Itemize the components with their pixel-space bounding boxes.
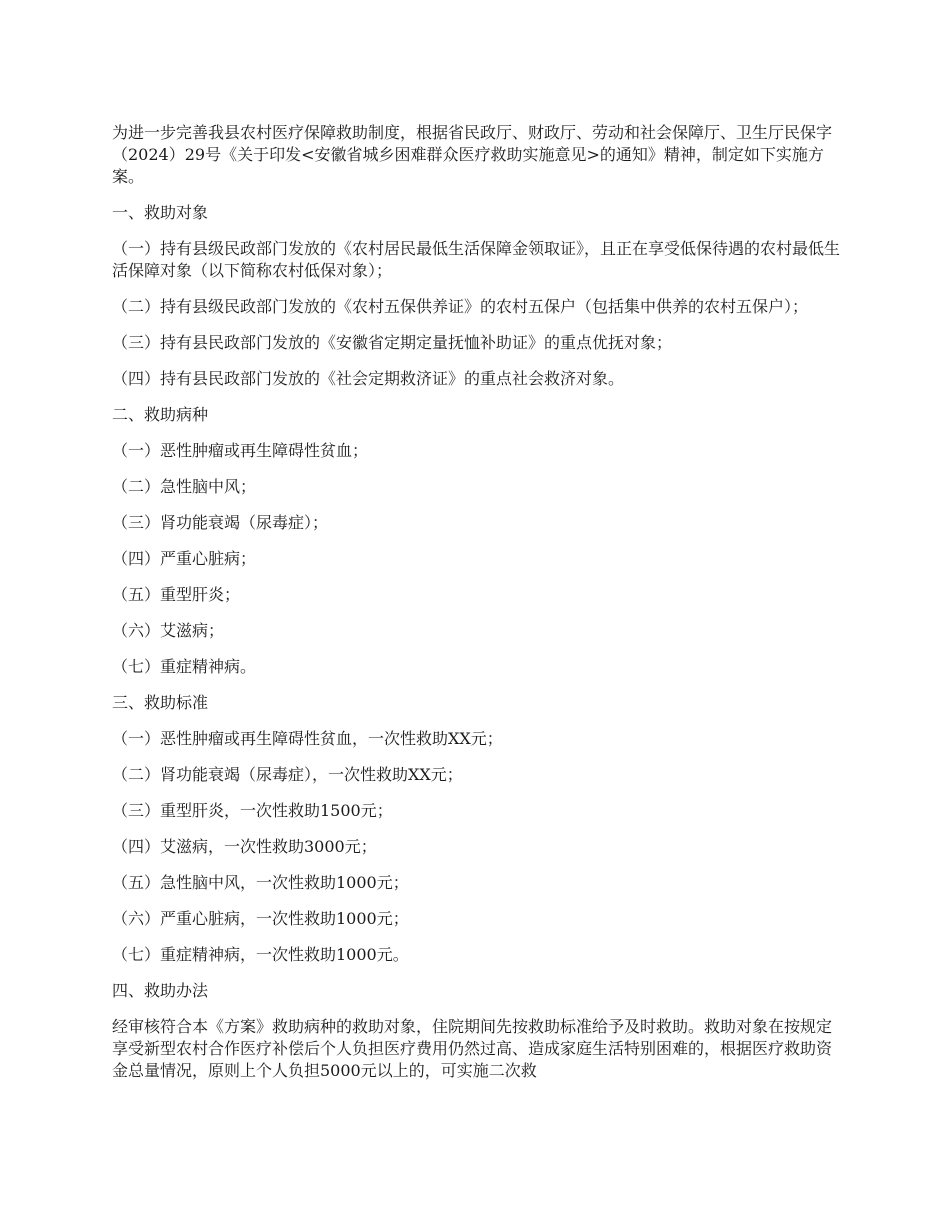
intro-paragraph: 为进一步完善我县农村医疗保障救助制度，根据省民政厅、财政厅、劳动和社会保障厅、卫生厅民保字（2024）29号《关于印发<安徽省城乡困难群众医疗救助实施意见>的通知》精神，制定如下实施方案。 — [112, 123, 833, 186]
list-item: （三）持有县民政部门发放的《安徽省定期定量抚恤补助证》的重点优抚对象； — [112, 333, 673, 352]
list-item: （二）肾功能衰竭（尿毒症），一次性救助XX元； — [112, 765, 463, 784]
list-item: （六）艾滋病； — [112, 621, 225, 640]
list-item: （四）持有县民政部门发放的《社会定期救济证》的重点社会救济对象。 — [112, 369, 625, 388]
list-item: （一）持有县级民政部门发放的《农村居民最低生活保障金领取证》，且正在享受低保待遇的农村最低生活保障对象（以下简称农村低保对象）； — [112, 239, 841, 280]
methods-paragraph: 经审核符合本《方案》救助病种的救助对象，住院期间先按救助标准给予及时救助。救助对象在按规定享受新型农村合作医疗补偿后个人负担医疗费用仍然过高、造成家庭生活特别困难的，根据医疗救助资金总量情况，原则上个人负担5000元以上的，可实施二次救 — [112, 1017, 833, 1080]
list-item: （四）艾滋病，一次性救助3000元； — [112, 837, 377, 856]
list-item: （四）严重心脏病； — [112, 549, 257, 568]
section-heading-diseases: 二、救助病种 — [112, 405, 209, 424]
list-item: （二）持有县级民政部门发放的《农村五保供养证》的农村五保户（包括集中供养的农村五保户）； — [112, 297, 809, 316]
document-body — [112, 122, 840, 1096]
section-heading-recipients: 一、救助对象 — [112, 203, 209, 222]
list-item: （一）恶性肿瘤或再生障碍性贫血； — [112, 441, 369, 460]
section-heading-methods: 四、救助办法 — [112, 981, 209, 1000]
list-item: （三）肾功能衰竭（尿毒症）； — [112, 513, 329, 532]
list-item: （六）严重心脏病，一次性救助1000元； — [112, 909, 409, 928]
list-item: （五）重型肝炎； — [112, 585, 241, 604]
list-item: （七）重症精神病。 — [112, 657, 257, 676]
section-heading-standards: 三、救助标准 — [112, 693, 209, 712]
list-item: （三）重型肝炎，一次性救助1500元； — [112, 801, 393, 820]
list-item: （七）重症精神病，一次性救助1000元。 — [112, 945, 409, 964]
list-item: （五）急性脑中风，一次性救助1000元； — [112, 873, 409, 892]
list-item: （一）恶性肿瘤或再生障碍性贫血，一次性救助XX元； — [112, 729, 503, 748]
list-item: （二）急性脑中风； — [112, 477, 257, 496]
